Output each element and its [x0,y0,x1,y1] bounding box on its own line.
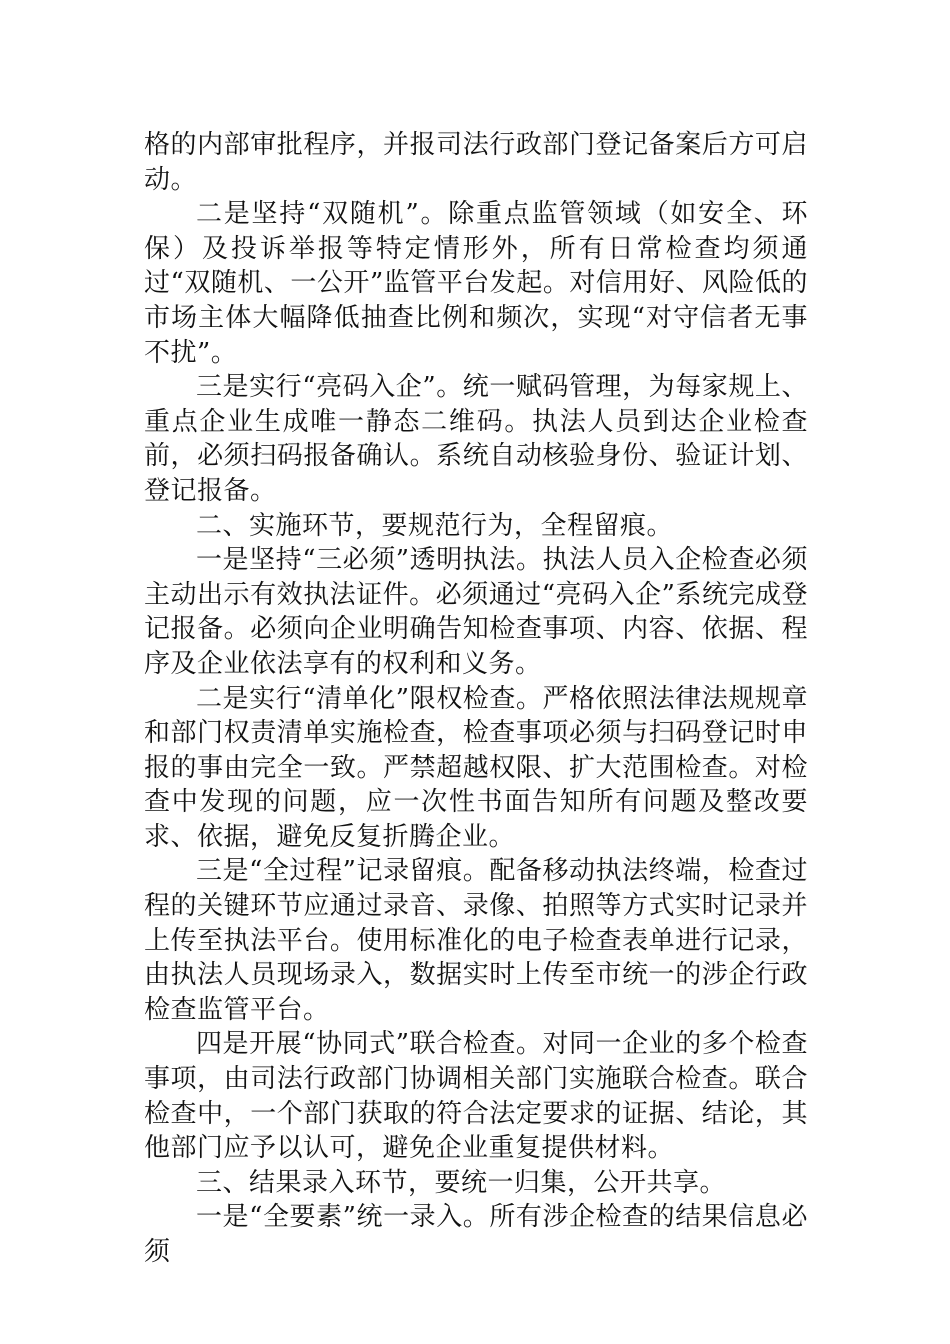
paragraph-continuation: 格的内部审批程序，并报司法行政部门登记备案后方可启动。 [144,130,808,195]
paragraph-checklist-inspection: 二是实行“清单化”限权检查。严格依照法律法规规章和部门权责清单实施检查，检查事项必须与扫码登记时申报的事由完全一致。严禁超越权限、扩大范围检查。对检查中发现的问题，应一次性书面告知所有问题及整改要求、依据，避免反复折腾企业。 [144,683,808,852]
paragraph-full-element-entry: 一是“全要素”统一录入。所有涉企检查的结果信息必须 [144,1202,808,1267]
document-body [144,128,808,1270]
paragraph-full-process-record: 三是“全过程”记录留痕。配备移动执法终端，检查过程的关键环节应通过录音、录像、拍照等方式实时记录并上传至执法平台。使用标准化的电子检查表单进行记录，由执法人员现场录入，数据实时上传至市统一的涉企行政检查监管平台。 [144,856,808,1025]
paragraph-three-musts: 一是坚持“三必须”透明执法。执法人员入企检查必须主动出示有效执法证件。必须通过“亮码入企”系统完成登记报备。必须向企业明确告知检查事项、内容、依据、程序及企业依法享有的权利和义务。 [144,545,808,679]
section-heading-result-entry: 三、结果录入环节，要统一归集，公开共享。 [196,1167,727,1198]
paragraph-qr-code-entry: 三是实行“亮码入企”。统一赋码管理，为每家规上、重点企业生成唯一静态二维码。执法人员到达企业检查前，必须扫码报备确认。系统自动核验身份、验证计划、登记报备。 [144,372,808,506]
paragraph-joint-inspection: 四是开展“协同式”联合检查。对同一企业的多个检查事项，由司法行政部门协调相关部门实施联合检查。联合检查中，一个部门获取的符合法定要求的证据、结论，其他部门应予以认可，避免企业重复提供材料。 [144,1029,808,1164]
paragraph-double-random: 二是坚持“双随机”。除重点监管领域（如安全、环保）及投诉举报等特定情形外，所有日常检查均须通过“双随机、一公开”监管平台发起。对信用好、风险低的市场主体大幅降低抽查比例和频次，实现“对守信者无事不扰”。 [144,199,808,368]
section-heading-implementation: 二、实施环节，要规范行为，全程留痕。 [196,510,674,541]
